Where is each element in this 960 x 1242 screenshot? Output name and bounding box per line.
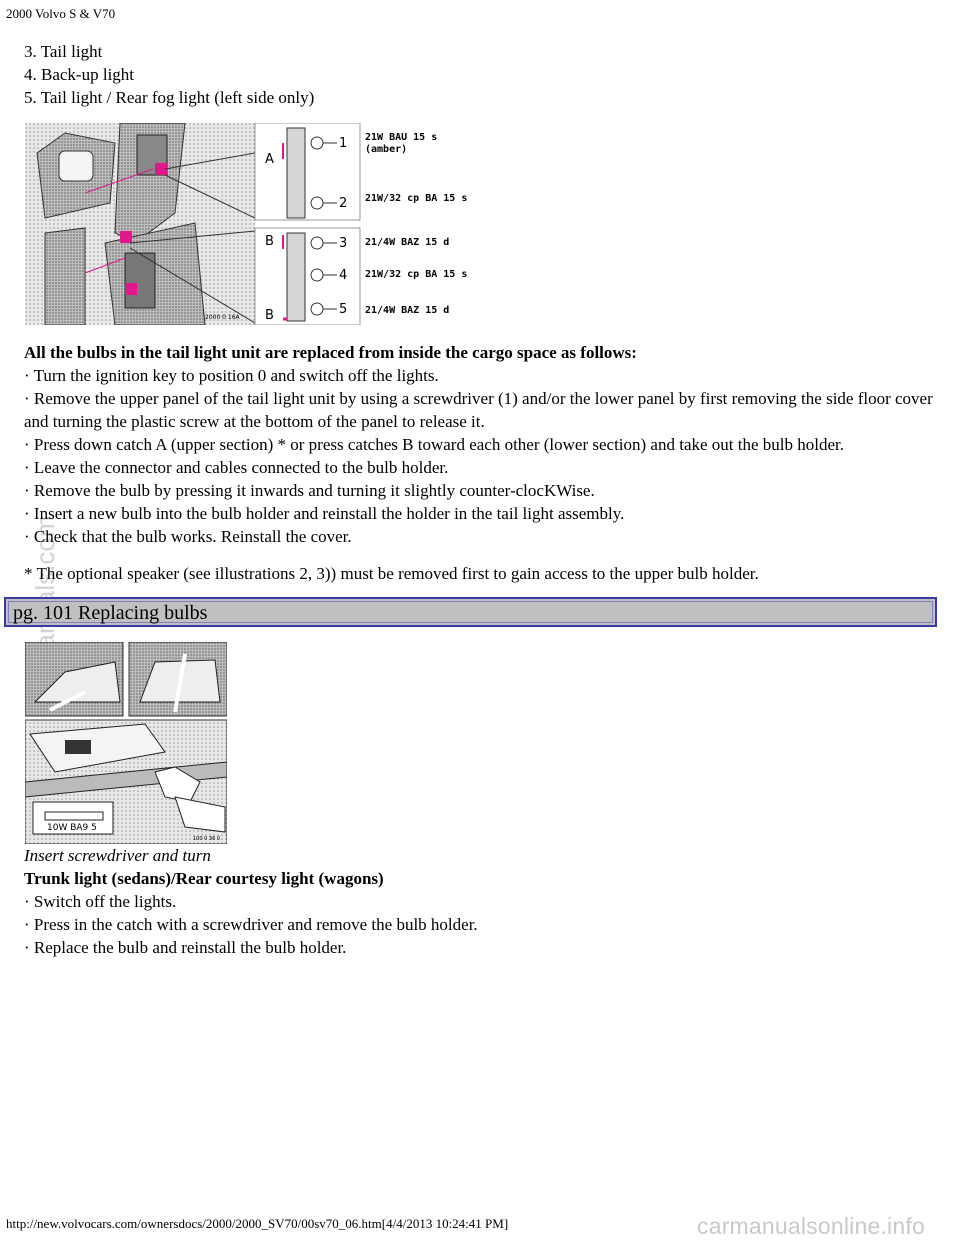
footnote: * The optional speaker (see illustrations 2, 3)) must be removed first to gain access to the upper bulb holder.: [24, 564, 759, 583]
list-item: 4. Back-up light: [24, 65, 135, 84]
svg-text:1: 1: [339, 136, 348, 151]
figure-caption: Insert screwdriver and turn: [24, 846, 211, 865]
page-footer-url: http://new.volvocars.com/ownersdocs/2000/2000_SV70/00sv70_06.htm[4/4/2013 10:24:41 PM]: [6, 1216, 509, 1231]
figure-code: 100 0 36 0: [193, 836, 221, 842]
page-title-bar: [4, 597, 937, 627]
figure-code: 2000 0 16A: [205, 314, 240, 321]
bulb-spec: 21W BAU 15 s: [365, 132, 438, 143]
list-item: 3. Tail light: [24, 42, 103, 61]
instruction-step: · Switch off the lights.: [24, 892, 177, 911]
instruction-step: · Press in the catch with a screwdriver and remove the bulb holder.: [24, 915, 478, 934]
list-item: 5. Tail light / Rear fog light (left side only): [24, 88, 315, 107]
page-title: pg. 101 Replacing bulbs: [8, 601, 933, 623]
svg-text:2: 2: [339, 196, 348, 211]
instruction-step: · Leave the connector and cables connected to the bulb holder.: [24, 458, 449, 477]
instruction-step: · Press down catch A (upper section) * or press catches B toward each other (lower section) and take out the bulb holder.: [24, 435, 845, 454]
bulb-spec: 21/4W BAZ 15 d: [365, 237, 450, 248]
page-header: 2000 Volvo S & V70: [6, 6, 116, 21]
svg-text:3: 3: [339, 236, 348, 251]
instruction-step: · Remove the upper panel of the tail light unit by using a screwdriver (1) and/or the lower panel by first removing the side floor cover and turning the plastic screw at the bottom of the panel to release it.: [24, 389, 933, 431]
svg-text:B: B: [265, 234, 274, 249]
instruction-step: · Turn the ignition key to position 0 and switch off the lights.: [24, 366, 439, 385]
document-body: [13, 40, 934, 959]
instruction-step: · Remove the bulb by pressing it inwards and turning it slightly counter-clocKWise.: [24, 481, 595, 500]
tail-light-bulb-diagram: [25, 123, 503, 325]
svg-text:A: A: [265, 152, 274, 167]
bulb-spec: 21W/32 cp BA 15 s: [365, 269, 468, 280]
instruction-step: · Insert a new bulb into the bulb holder and reinstall the holder in the tail light assembly.: [24, 504, 625, 523]
bulb-spec-note: (amber): [365, 144, 408, 155]
bulb-spec: 21/4W BAZ 15 d: [365, 305, 450, 316]
section-heading: All the bulbs in the tail light unit are replaced from inside the cargo space as follows:: [24, 343, 637, 362]
svg-text:B: B: [265, 308, 274, 323]
brand-watermark: carmanualsonline.info: [697, 1213, 925, 1239]
svg-text:4: 4: [339, 268, 348, 283]
bulb-label: 10W BA9 5: [47, 823, 97, 833]
bulb-spec: 21W/32 cp BA 15 s: [365, 193, 468, 204]
svg-text:5: 5: [339, 302, 348, 317]
intro-list: [24, 40, 934, 109]
trunk-light-diagram: [25, 642, 227, 844]
instruction-step: · Replace the bulb and reinstall the bulb holder.: [24, 938, 347, 957]
instruction-step: · Check that the bulb works. Reinstall the cover.: [24, 527, 352, 546]
section-heading: Trunk light (sedans)/Rear courtesy light (wagons): [24, 869, 384, 888]
